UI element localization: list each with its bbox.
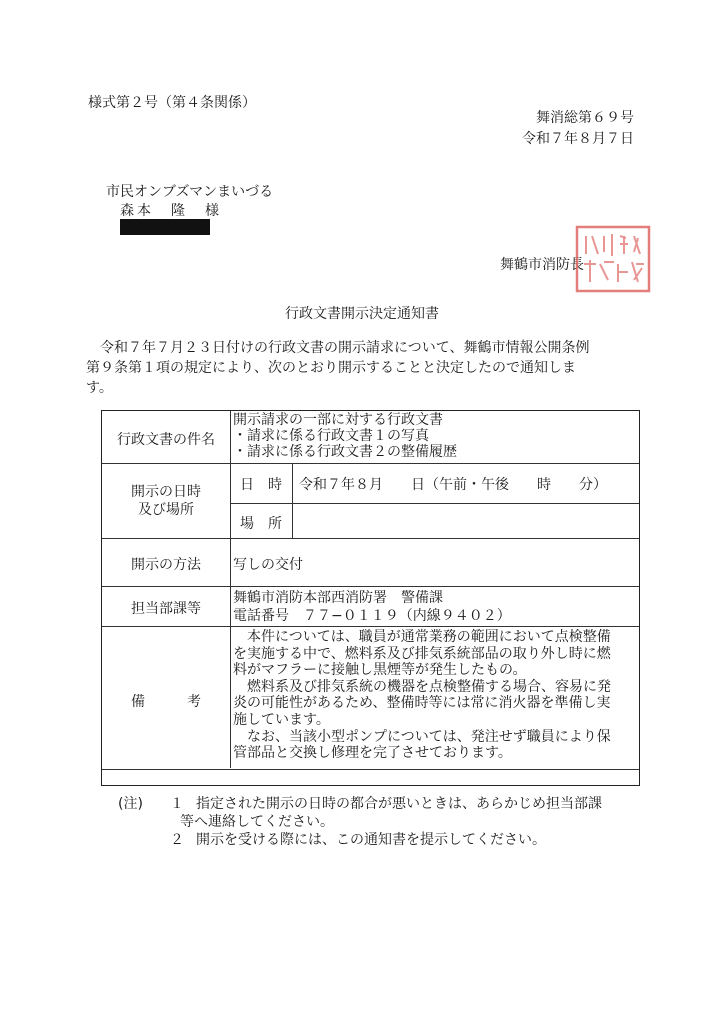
remarks-line: 炎の可能性があるため、整備時等には常に消火器を準備し実	[233, 695, 611, 712]
date-label: 日 時	[240, 477, 282, 493]
subject-line: 開示請求の一部に対する行政文書	[233, 412, 443, 428]
remarks-line: を実施する中で、燃料系及び排気系統部品の取り外し時に燃	[233, 645, 611, 662]
remarks-line: なお、当該小型ポンプについては、発注せず職員により保	[233, 728, 611, 745]
department-phone: 電話番号 ７７−０１１９（内線９４０２）	[233, 608, 511, 624]
intro-line: 第９条第１項の規定により、次のとおり開示することと決定したので通知しま	[86, 360, 576, 376]
intro-line: す。	[86, 380, 113, 396]
remarks-line: 本件については、職員が通常業務の範囲において点検整備	[233, 629, 611, 645]
remarks-line: 燃料系及び排気系統の機器を点検整備する場合、容易に発	[233, 678, 611, 695]
note-2-number: ２	[170, 832, 184, 848]
place-label: 場 所	[240, 516, 282, 532]
table-row-divider	[102, 769, 639, 770]
datetime-place-label	[102, 483, 230, 519]
method-label: 開示の方法	[131, 557, 201, 573]
department-value	[233, 589, 511, 625]
intro-paragraph	[86, 338, 646, 398]
remarks-label: 備 考	[131, 694, 201, 710]
intro-line: 令和７年７月２３日付けの行政文書の開示請求について、舞鶴市情報公開条例	[100, 340, 590, 356]
remarks-line: 料がマフラーに接触し黒煙等が発生したもの。	[233, 662, 527, 679]
subject-value	[233, 412, 457, 460]
table-row-divider	[102, 626, 639, 627]
department-name: 舞鶴市消防本部西消防署 警備課	[233, 590, 443, 606]
remarks-line: 管部品と交換し修理を完了させております。	[233, 745, 512, 762]
subject-line: ・請求に係る行政文書２の整備履歴	[233, 444, 457, 460]
redaction-bar	[120, 219, 210, 235]
document-title: 行政文書開示決定通知書	[285, 306, 439, 322]
subject-label: 行政文書の件名	[117, 432, 215, 448]
form-number: 様式第２号（第４条関係）	[88, 95, 256, 111]
document-date: 令和７年８月７日	[522, 131, 634, 147]
datetime-sub-divider	[292, 463, 293, 538]
note-1-number: １	[170, 796, 184, 812]
note-1-line: 指定された開示の日時の都合が悪いときは、あらかじめ担当部課	[196, 796, 602, 812]
recipient-organization: 市民オンブズマンまいづる	[106, 184, 274, 200]
recipient-name: 森本 隆 様	[120, 203, 222, 219]
table-column-divider	[230, 411, 231, 768]
notes-prefix: (注)	[118, 796, 143, 812]
official-seal-stamp	[574, 224, 652, 294]
date-value: 令和７年８月 日（午前・午後 時 分）	[299, 477, 607, 493]
method-value: 写しの交付	[233, 557, 303, 573]
datetime-label-line: 開示の日時	[131, 484, 201, 500]
remarks-line: 施しています。	[233, 711, 330, 728]
table-row-divider	[102, 463, 639, 464]
table-row-divider	[102, 586, 639, 587]
remarks-value	[233, 629, 611, 762]
note-2-text: 開示を受ける際には、この通知書を提示してください。	[196, 832, 546, 848]
document-number: 舞消総第６９号	[536, 110, 634, 126]
note-1-line: 等へ連絡してください。	[180, 814, 334, 830]
sender-name: 舞鶴市消防長	[500, 257, 584, 273]
subject-line: ・請求に係る行政文書１の写真	[233, 428, 429, 444]
notice-table	[101, 410, 640, 786]
datetime-label-line: 及び場所	[138, 502, 194, 518]
table-row-divider	[102, 538, 639, 539]
department-label: 担当部課等	[131, 601, 201, 617]
